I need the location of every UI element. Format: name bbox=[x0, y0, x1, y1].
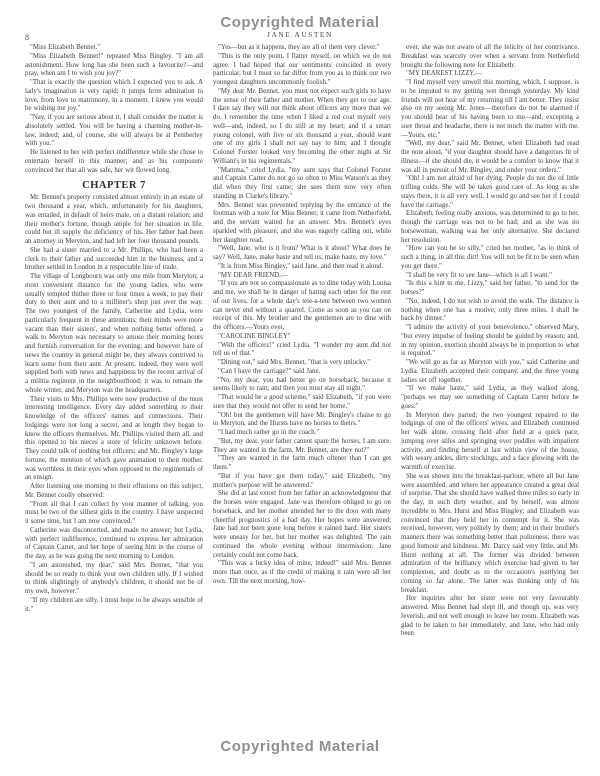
paragraph: "Can I have the carriage?" said Jane. bbox=[218, 367, 321, 375]
chapter-heading: CHAPTER 7 bbox=[82, 180, 146, 192]
paragraph: "MY DEAR FRIEND,— bbox=[218, 271, 288, 279]
paragraph: ever, she was not aware of all the felicity of her contrivance. Breakfast was scarcely over when a servant from Netherfield brought the following note for Elizabeth: bbox=[401, 44, 579, 69]
text-column-3 bbox=[401, 44, 579, 750]
paragraph: "I am astonished, my dear," said Mrs. Bennet, "that you should be so ready to think your own children silly. If I wished to think slightingly of anybody's children, it should not be of my own, however." bbox=[25, 561, 203, 595]
paragraph: "But, my dear, your father cannot spare the horses, I am sure. They are wanted in the farm, Mr. Bennet, are they not?" bbox=[213, 437, 391, 454]
paragraph: The village of Longbourn was only one mile from Meryton; a most convenient distance for the young ladies, who were usually tempted thither three or four times a week, to pay their duty to their aunt and to a milliner's shop just over the way. The two youngest of the family, Catherine and Lydia, were particularly frequent in these attentions; their minds were more vacant than their sisters', and when nothing better offered, a walk to Meryton was necessary to amuse their morning hours and furnish conversation for the evening; and however bare of news the country in general might be, they always contrived to learn some from their aunt. At present, indeed, they were well supplied both with news and happiness by the recent arrival of a militia regiment in the neighbourhood; it was to remain the whole winter, and Meryton was the headquarters. bbox=[25, 273, 203, 394]
column3-paragraphs bbox=[401, 44, 579, 639]
paragraph: He listened to her with perfect indifference while she chose to entertain herself in this manner; and as his composure convinced her that all was safe, her wit flowed long. bbox=[25, 149, 203, 174]
paragraph: After listening one morning to their effusions on this subject, Mr. Bennet coolly observed: bbox=[25, 483, 203, 499]
paragraph: "This was a lucky idea of mine, indeed!" said Mrs. Bennet more than once, as if the credit of making it rain were all her own. Till the next morning, how- bbox=[213, 560, 391, 585]
paragraph: "If we make haste," said Lydia, as they walked along, "perhaps we may see something of Captain Carter before he goes." bbox=[401, 385, 579, 410]
paragraph: "If you are not so compassionate as to dine today with Louisa and me, we shall be in danger of hating each other for the rest of our lives, for a whole day's tete-a-tete between two women can never end without a quarrel. Come as soon as you can on receipt of this. My brother and the gentlemen are to dine with the officers.—Yours ever, bbox=[213, 280, 391, 331]
paragraph: She did at last extort from her father an acknowledgment that the horses were engaged. Jane was therefore obliged to go on horseback, and her mother attended her to the door with many cheerful prognostics of a bad day. Her hopes were answered; Jane had not been gone long before it rained hard. Her sisters were uneasy for her, but her mother was delighted. The rain continued the whole evening without intermission; Jane certainly could not come back. bbox=[213, 490, 391, 559]
text-column-1 bbox=[25, 44, 203, 750]
paragraph: "We will go as far as Meryton with you," said Catherine and Lydia. Elizabeth accepted their company, and the three young ladies set off together. bbox=[401, 359, 579, 384]
paragraph: "I had much rather go in the coach." bbox=[218, 429, 320, 436]
copyright-watermark-bottom: Copyrighted Material bbox=[220, 738, 380, 755]
paragraph: Catherine was disconcerted, and made no answer; but Lydia, with perfect indifference, continued to express her admiration of Captain Carter, and her hope of seeing him in the course of the day, as he was going the next morning to London. bbox=[25, 526, 203, 560]
paragraph: "They are wanted in the farm much oftener than I can get them." bbox=[213, 455, 391, 471]
paragraph: Their visits to Mrs. Phillips were now productive of the most interesting intelligence. Every day added something to their knowledge of the officers' names and connections. Their lodgings were not long a secret, and at length they began to know the officers themselves. Mr. Phillips visited them all, and this opened to his nieces a store of felicity unknown before. They could talk of nothing but officers; and Mr. Bingley's large fortune, the mention of which gave animation to their mother, was worthless in their eyes when opposed to the regimentals of an ensign. bbox=[25, 395, 203, 482]
text-columns bbox=[25, 44, 578, 750]
page-number: 8 bbox=[25, 33, 29, 42]
copyright-watermark-top: Copyrighted Material bbox=[220, 14, 380, 31]
paragraph: "Miss Elizabeth Bennet!" repeated Miss Bingley. "I am all astonishment. How long has she been such a favourite?—and pray, when am I to wish you joy?" bbox=[25, 52, 203, 78]
paragraph: "But if you have got them today," said Elizabeth, "my mother's purpose will be answered." bbox=[213, 472, 391, 489]
paragraph: She was shown into the breakfast-parlour, where all but Jane were assembled, and where her appearance created a great deal of surprise. That she should have walked three miles so early in the day, in such dirty weather, and by herself, was almost incredible to Mrs. Hurst and Miss Bingley; and Elizabeth was convinced that they held her in contempt for it. She was received, however, very politely by them; and in their brother's manners there was something better than politeness; there was good humour and kindness. Mr. Darcy said very little, and Mr. Hurst nothing at all. The former was divided between admiration of the brilliancy which exercise had given to her complexion, and doubt as to the occasion's justifying her coming so far alone. The latter was thinking only of his breakfast. bbox=[401, 472, 579, 594]
paragraph: In Meryton they parted; the two youngest repaired to the lodgings of one of the officers' wives, and Elizabeth continued her walk alone, crossing field after field at a quick pace, jumping over stiles and springing over puddles with impatient activity, and finding herself at last within view of the house, with weary ankles, dirty stockings, and a face glowing with the warmth of exercise. bbox=[401, 411, 579, 471]
paragraph: "Oh! but the gentlemen will have Mr. Bingley's chaise to go to Meryton, and the Hursts have no horses to theirs." bbox=[213, 411, 391, 428]
paragraph: "Is this a hint to me, Lizzy," said her father, "to send for the horses?" bbox=[401, 280, 579, 296]
paragraph: "MY DEAREST LIZZY,— bbox=[406, 70, 483, 78]
paragraph: "Dining out," said Mrs. Bennet, "that is very unlucky." bbox=[218, 359, 371, 366]
paragraph: "That would be a good scheme," said Elizabeth, "if you were sure that they would not offer to send her home." bbox=[213, 394, 391, 410]
paragraph: "If my children are silly, I must hope to be always sensible of it." bbox=[25, 596, 203, 613]
paragraph: "I find myself very unwell this morning, which, I suppose, is to be imputed to my getting wet through yesterday. My kind friends will not hear of my returning till I am better. They insist also on my seeing Mr. Jones—therefore do not be alarmed if you should hear of his having been to me—and, excepting a sore throat and headache, there is not much the matter with me.—Yours, etc." bbox=[401, 79, 579, 139]
paragraph: "Well, Jane, who is it from? What is it about? What does he say? Well, Jane, make haste and tell us; make haste, my love." bbox=[213, 245, 391, 261]
paragraph: "I admire the activity of your benevolence," observed Mary, "but every impulse of feeling should be guided by reason; and, in my opinion, exertion should always be in proportion to what is required." bbox=[401, 324, 579, 358]
paragraph: "I shall be very fit to see Jane—which is all I want." bbox=[406, 271, 552, 279]
paragraph: "No, indeed, I do not wish to avoid the walk. The distance is nothing when one has a motive; only three miles. I shall be back by dinner." bbox=[401, 297, 579, 323]
paragraph: She had a sister married to a Mr. Phillips, who had been a clerk to their father and succeeded him in the business, and a brother settled in London in a respectable line of trade. bbox=[25, 246, 203, 272]
paragraph: "This is the only point, I flatter myself, on which we do not agree. I had hoped that our sentiments coincided in every particular, but I must so far differ from you as to think our two youngest daughters uncommonly foolish." bbox=[213, 52, 391, 86]
paragraph: Elizabeth, feeling really anxious, was determined to go to her, though the carriage was not to be had; and as she was no horsewoman, walking was her only alternative. She declared her resolution. bbox=[401, 210, 579, 244]
column1-opening-paragraphs bbox=[25, 44, 203, 175]
paragraph: Her inquiries after her sister were not very favourably answered. Miss Bennet had slept ill, and though up, was very feverish, and not well enough to leave her room. Elizabeth was glad to be taken to her immediately; and Jane, who had only been bbox=[401, 595, 579, 638]
paragraph: "From all that I can collect by your manner of talking, you must be two of the silliest girls in the country. I have suspected it some time, but I am now convinced." bbox=[25, 500, 203, 525]
text-column-2 bbox=[213, 44, 391, 750]
paragraph: "Oh! I am not afraid of her dying. People do not die of little trifling colds. She will be taken good care of. As long as she stays there, it is all very well. I would go and see her if I could have the carriage." bbox=[401, 175, 579, 209]
paragraph: "Yes—but as it happens, they are all of them very clever." bbox=[218, 44, 380, 51]
paragraph: "Mamma," cried Lydia, "my aunt says that Colonel Forster and Captain Carter do not go so often to Miss Watson's as they did when they first came; she sees them now very often standing in Clarke's library." bbox=[213, 166, 391, 200]
paragraph: "Miss Elizabeth Bennet." bbox=[30, 44, 101, 51]
paragraph: "No, my dear, you had better go on horseback, because it seems likely to rain; and then you must stay all night." bbox=[213, 376, 391, 393]
paragraph: "It is from Miss Bingley," said Jane, and then read it aloud. bbox=[218, 262, 384, 270]
paragraph: "Well, my dear," said Mr. Bennet, when Elizabeth had read the note aloud, "if your daughter should have a dangerous fit of illness—if she should die, it would be a comfort to know that it was all in pursuit of Mr. Bingley, and under your orders." bbox=[401, 140, 579, 174]
column1-chapter-paragraphs bbox=[25, 194, 203, 614]
paragraph: Mrs. Bennet was prevented replying by the entrance of the footman with a note for Miss Bennet; it came from Netherfield, and the servant waited for an answer. Mrs. Bennet's eyes sparkled with pleasure, and she was eagerly calling out, while her daughter read, bbox=[213, 201, 391, 244]
paragraph: "CAROLINE BINGLEY" bbox=[218, 332, 291, 340]
paragraph: Mr. Bennet's property consisted almost entirely in an estate of two thousand a year, which, unfortunately for his daughters, was entailed, in default of heirs male, on a distant relation; and their mother's fortune, though ample for her situation in life, could but ill supply the deficiency of his. Her father had been an attorney in Meryton, and had left her four thousand pounds. bbox=[25, 194, 203, 245]
paragraph: "How can you be so silly," cried her mother, "as to think of such a thing, in all this dirt! You will not be fit to be seen when you get there." bbox=[401, 245, 579, 270]
column2-paragraphs bbox=[213, 44, 391, 587]
paragraph: "My dear Mr. Bennet, you must not expect such girls to have the sense of their father and mother. When they get to our age, I dare say they will not think about officers any more than we do. I remember the time when I liked a red coat myself very well—and, indeed, so I do still at my heart; and if a smart young colonel, with five or six thousand a year, should want one of my girls I shall not say nay to him; and I thought Colonel Forster looked very becoming the other night at Sir William's in his regimentals." bbox=[213, 87, 391, 165]
paragraph: "That is exactly the question which I expected you to ask. A lady's imagination is very rapid; it jumps from admiration to love, from love to matrimony, in a moment. I knew you would be wishing me joy." bbox=[25, 79, 203, 113]
running-header-title: JANE AUSTEN bbox=[267, 30, 333, 39]
paragraph: "Nay, if you are serious about it, I shall consider the matter is absolutely settled. You will be having a charming mother-in-law, indeed; and, of course, she will always be at Pemberley with you." bbox=[25, 114, 203, 148]
paragraph: "With the officers!" cried Lydia. "I wonder my aunt did not tell us of that." bbox=[213, 341, 391, 358]
